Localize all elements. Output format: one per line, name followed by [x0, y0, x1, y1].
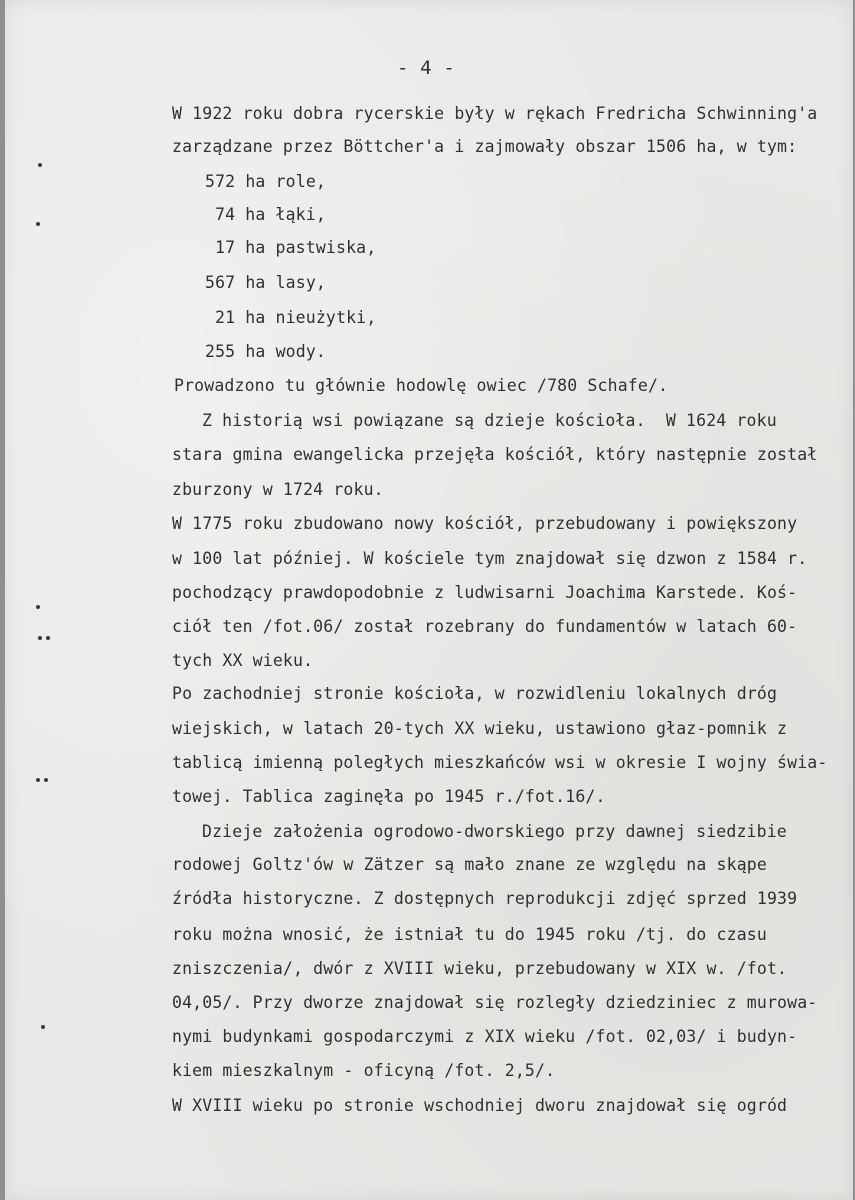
text-line: roku można wnosić, że istniał tu do 1945 roku /tj. do czasu — [172, 925, 767, 944]
text-line: towej. Tablica zaginęła po 1945 r./fot.16/. — [172, 787, 606, 806]
text-line: 17 ha pastwiska, — [215, 238, 377, 257]
text-line: Z historią wsi powiązane są dzieje kościoła. W 1624 roku — [202, 411, 777, 430]
text-line: kiem mieszkalnym - oficyną /fot. 2,5/. — [172, 1061, 556, 1080]
text-line: wiejskich, w latach 20-tych XX wieku, ustawiono głaz-pomnik z — [172, 719, 788, 738]
page-number: - 4 - — [397, 57, 455, 79]
text-line: w 100 lat później. W kościele tym znajdował się dzwon z 1584 r. — [172, 549, 808, 568]
text-line: tych XX wieku. — [172, 651, 314, 670]
text-line: W 1775 roku zbudowano nowy kościół, przebudowany i powiększony — [172, 514, 798, 533]
text-line: W XVIII wieku po stronie wschodniej dworu znajdował się ogród — [172, 1096, 788, 1115]
text-line: zniszczenia/, dwór z XVIII wieku, przebudowany w XIX w. /fot. — [172, 959, 788, 978]
text-line: ciół ten /fot.06/ został rozebrany do fundamentów w latach 60- — [172, 617, 798, 636]
text-line: rodowej Goltz'ów w Zätzer są mało znane ze względu na skąpe — [172, 855, 767, 874]
text-line: Po zachodniej stronie kościoła, w rozwidleniu lokalnych dróg — [172, 684, 778, 703]
text-line: tablicą imienną poległych mieszkańców wsi w okresie I wojny świa- — [172, 753, 828, 772]
text-line: 74 ha łąki, — [215, 205, 326, 224]
text-line: pochodzący prawdopodobnie z ludwisarni Joachima Karstede. Koś- — [172, 583, 798, 602]
text-line: stara gmina ewangelicka przejęła kościół, który następnie został — [172, 445, 818, 464]
text-line: Dzieje założenia ogrodowo-dworskiego przy dawnej siedzibie — [202, 822, 787, 841]
text-line: W 1922 roku dobra rycerskie były w rękach Fredricha Schwinning'a — [172, 104, 818, 123]
document-page — [5, 0, 853, 1200]
text-line: 04,05/. Przy dworze znajdował się rozległy dziedziniec z murowa- — [172, 993, 818, 1012]
text-line: 21 ha nieużytki, — [215, 308, 377, 327]
text-line: zarządzane przez Böttcher'a i zajmowały obszar 1506 ha, w tym: — [172, 137, 798, 156]
text-line: 567 ha lasy, — [205, 273, 327, 292]
text-line: źródła historyczne. Z dostępnych reprodukcji zdjęć sprzed 1939 — [172, 889, 798, 908]
text-line: 255 ha wody. — [205, 342, 327, 361]
text-line: zburzony w 1724 roku. — [172, 480, 384, 499]
text-line: nymi budynkami gospodarczymi z XIX wieku /fot. 02,03/ i budyn- — [172, 1027, 798, 1046]
text-line: Prowadzono tu głównie hodowlę owiec /780 Schafe/. — [174, 376, 669, 395]
text-line: 572 ha role, — [205, 172, 327, 191]
typewritten-text — [5, 0, 853, 1200]
